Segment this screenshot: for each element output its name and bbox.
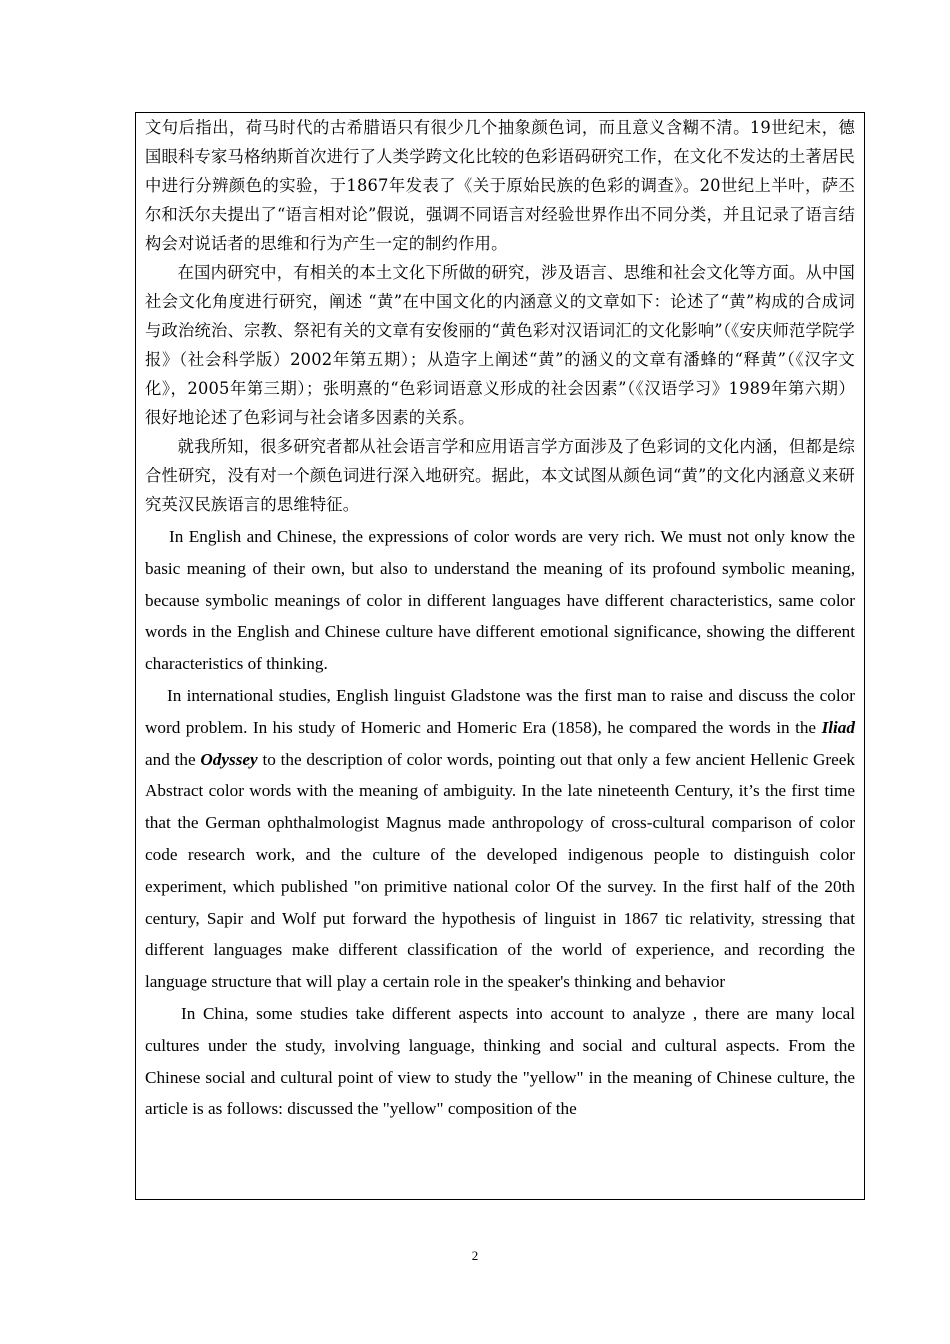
chinese-section xyxy=(145,113,855,519)
en-paragraph-2-part-b: and the xyxy=(145,749,201,769)
en-paragraph-2-part-c: to the description of color words, pointing out that only a few ancient Hellenic Greek Abstract color words with the meaning of ambiguity. In the late nineteenth Century, it’s the first time that the German ophthalmologist Magnus made anthropology of cross-cultural comparison of color code research work, and the culture of the developed indigenous people to distinguish color experiment, which published "on primitive national color Of the survey. In the first half of the 20th century, Sapir and Wolf put forward the hypothesis of linguist in 1867 tic relativity, stressing that different languages make different classification of the world of experience, and recording the language structure that will play a certain role in the speaker's thinking and behavior xyxy=(145,749,855,992)
en-paragraph-1: In English and Chinese, the expressions of color words are very rich. We must not only know the basic meaning of their own, but also to understand the meaning of its profound symbolic meaning, because symbolic meanings of color in different languages have different characteristics, same color words in the English and Chinese culture have different emotional significance, showing the different characteristics of thinking. xyxy=(145,527,855,674)
en-paragraph-2 xyxy=(145,680,855,998)
odyssey-title: Odyssey xyxy=(200,749,258,769)
cn-paragraph-2: 在国内研究中，有相关的本土文化下所做的研究，涉及语言、思维和社会文化等方面。从中国社会文化角度进行研究，阐述 “黄”在中国文化的内涵意义的文章如下：论述了“黄”构成的合成词与政治统治、宗教、祭祀有关的文章有安俊丽的“黄色彩对汉语词汇的文化影响”（《安庆师范学院学报》（社会科学版）2002年第五期）；从造字上阐述“黄”的涵义的文章有潘蜂的“释黄”（《汉字文化》，2005年第三期）；张明熹的“色彩词语意义形成的社会因素”（《汉语学习》1989年第六期）很好地论述了色彩词与社会诸多因素的关系。 xyxy=(145,263,855,427)
en-paragraph-2-part-a: In international studies, English linguist Gladstone was the first man to raise and discuss the color word problem. In his study of Homeric and Homeric Era (1858), he compared the words in the xyxy=(145,685,855,737)
en-paragraph-3: In China, some studies take different aspects into account to analyze , there are many local cultures under the study, involving language, thinking and social and cultural aspects. From the Chinese social and cultural point of view to study the "yellow" in the meaning of Chinese culture, the article is as follows: discussed the "yellow" composition of the xyxy=(145,1003,855,1119)
iliad-title: Iliad xyxy=(821,717,855,737)
english-section xyxy=(145,521,855,1125)
page-number: 2 xyxy=(471,1248,479,1263)
text-body xyxy=(145,113,855,1125)
cn-paragraph-3: 就我所知，很多研究者都从社会语言学和应用语言学方面涉及了色彩词的文化内涵，但都是综合性研究，没有对一个颜色词进行深入地研究。据此，本文试图从颜色词“黄”的文化内涵意义来研究英汉民族语言的思维特征。 xyxy=(145,437,855,514)
cn-paragraph-1: 文句后指出，荷马时代的古希腊语只有很少几个抽象颜色词，而且意义含糊不清。19世纪末，德国眼科专家马格纳斯首次进行了人类学跨文化比较的色彩语码研究工作，在文化不发达的土著居民中进行分辨颜色的实验，于1867年发表了《关于原始民族的色彩的调查》。20世纪上半叶，萨丕尔和沃尔夫提出了“语言相对论”假说，强调不同语言对经验世界作出不同分类，并且记录了语言结构会对说话者的思维和行为产生一定的制约作用。 xyxy=(145,118,855,253)
text-frame xyxy=(135,112,865,1200)
